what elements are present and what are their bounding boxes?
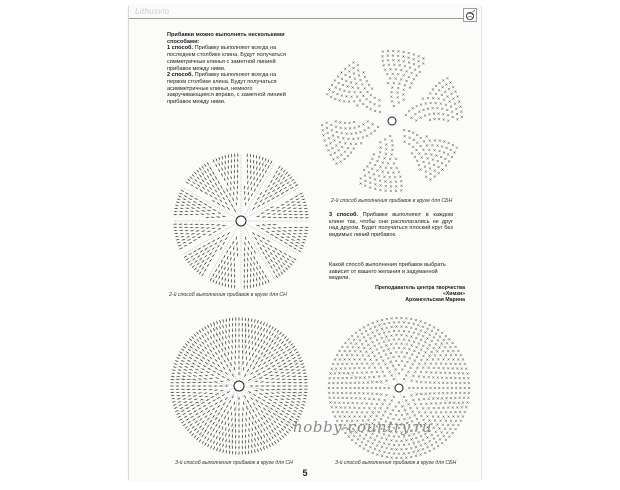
watermark: hobby-country.ru [293, 418, 433, 436]
method-3-paragraph [329, 212, 453, 239]
magazine-page [128, 6, 482, 480]
method-3-label: 3 способ. [329, 212, 359, 218]
diagram-round-sbn [325, 314, 473, 462]
caption-2: 2-й способ выполнения прибавок в круге для СН [169, 292, 287, 298]
author-line-1: Преподаватель центра творчества «Химки» [375, 285, 465, 298]
caption-1: 2-й способ выполнения прибавок в круге для СБН [331, 198, 453, 204]
choice-paragraph: Какой способ выполнения прибавок выбрать зависит от вашего желания и задуманной модели. [329, 262, 446, 282]
intro-title: Прибавки можно выполнять несколькими способами: [167, 32, 285, 45]
yarn-ball-icon [463, 8, 477, 22]
header-brand: Lithusvio [135, 7, 170, 16]
caption-4: 3-й способ выполнения прибавок в круге для СБН [335, 460, 457, 466]
method-2-paragraph [167, 72, 295, 106]
method-1-label: 1 способ. [167, 45, 194, 52]
diagram-swirl-sbn [317, 46, 467, 196]
method-2-label: 2 способ. [167, 72, 194, 79]
author-credit [353, 285, 465, 304]
method-1-text: Прибавку выполняют всегда на последнем столбике клина. Будут получаться симметричные клинья с заметной линией прибавок между ними. [167, 45, 286, 72]
header-rule [129, 18, 463, 19]
author-line-2: Архангельская Марина [405, 297, 465, 304]
method-2-text: Прибавку выполняют всегда на первом столбике клина. Будут получаться асимметричные клинья, немного закручивающиеся вправо, с заметной линией прибавок между ними. [167, 72, 286, 106]
caption-3: 3-й способ выполнения прибавок в круге для СН [175, 460, 293, 466]
method-3-text: Прибавки выполняют в каждом клине так, чтобы они располагались не друг над другом. Будет получаться плоский круг без видимых линий прибавок. [329, 212, 453, 239]
method-1-paragraph [167, 45, 295, 72]
diagram-spoked-sn [169, 152, 313, 290]
page-number: 5 [302, 468, 308, 478]
intro-text [167, 32, 295, 106]
diagram-round-sn [169, 314, 309, 458]
